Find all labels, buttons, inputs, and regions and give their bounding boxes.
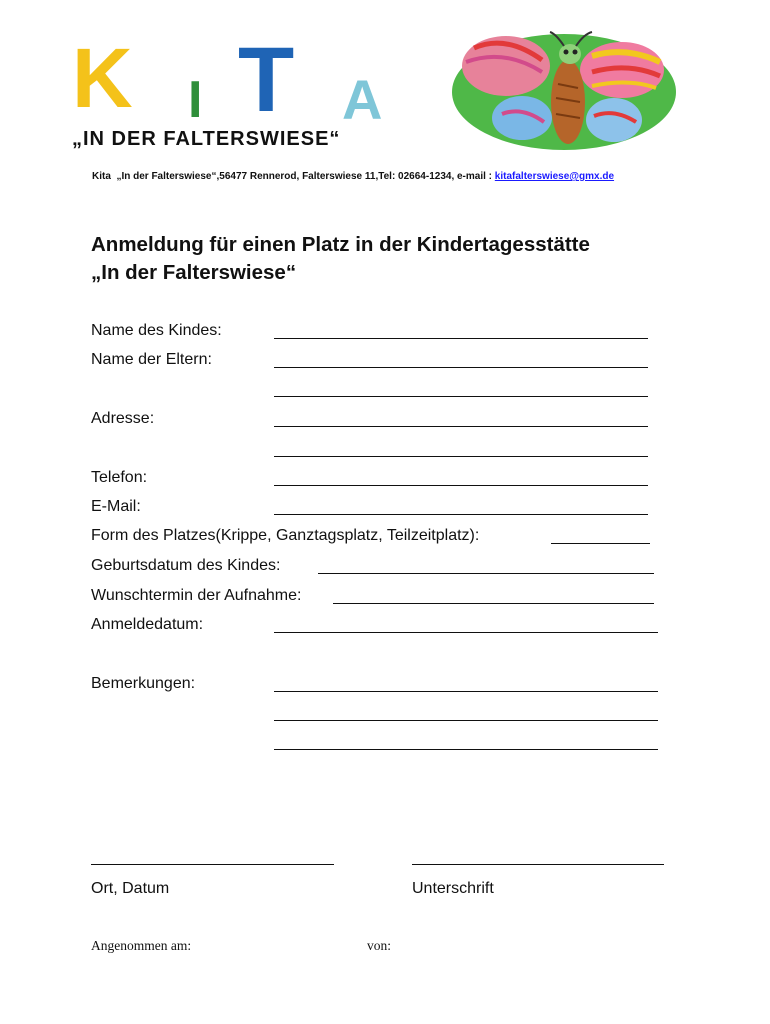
- email-label: E-Mail:: [91, 498, 141, 515]
- signature-field[interactable]: [412, 864, 664, 865]
- logo-letter-t: T: [238, 29, 295, 131]
- parents-name-label: Name der Eltern:: [91, 351, 212, 368]
- place-type-label: Form des Platzes(Krippe, Ganztagsplatz, Teilzeitplatz):: [91, 527, 480, 544]
- birth-date-label: Geburtsdatum des Kindes:: [91, 557, 281, 574]
- place-type-field[interactable]: [551, 543, 650, 544]
- logo-letter-k: K: [72, 31, 133, 125]
- child-name-field[interactable]: [274, 338, 648, 339]
- place-date-label: Ort, Datum: [91, 880, 170, 897]
- logo-letter-i: I: [188, 71, 203, 129]
- logo-subtitle: „IN DER FALTERSWIESE“: [72, 128, 341, 150]
- remarks-field-3[interactable]: [274, 749, 658, 750]
- form-title: [91, 231, 590, 287]
- parents-name-field-2[interactable]: [274, 396, 648, 397]
- desired-date-label: Wunschtermin der Aufnahme:: [91, 587, 302, 604]
- registration-date-field[interactable]: [274, 632, 658, 633]
- parents-name-field[interactable]: [274, 367, 648, 368]
- phone-label: Telefon:: [91, 469, 148, 486]
- place-date-field[interactable]: [91, 864, 334, 865]
- butterfly-painting-image: [446, 26, 680, 156]
- contact-header: [92, 171, 614, 182]
- address-label: Adresse:: [91, 410, 155, 427]
- address-field[interactable]: [274, 426, 648, 427]
- remarks-label: Bemerkungen:: [91, 675, 196, 692]
- birth-date-field[interactable]: [318, 573, 654, 574]
- accepted-by-label: von:: [367, 938, 392, 953]
- email-link[interactable]: kitafalterswiese@gmx.de: [494, 171, 615, 182]
- accepted-on-label: Angenommen am:: [91, 938, 192, 953]
- phone-field[interactable]: [274, 485, 648, 486]
- remarks-field-2[interactable]: [274, 720, 658, 721]
- form-title-line1: Anmeldung für einen Platz in der Kindertagesstätte: [91, 233, 590, 256]
- contact-text: Kita „In der Falterswiese“,56477 Rennerod, Falterswiese 11,Tel: 02664-1234, e-mail :: [92, 171, 495, 182]
- logo-letter-a: A: [342, 68, 383, 131]
- address-field-2[interactable]: [274, 456, 648, 457]
- signature-label: Unterschrift: [412, 880, 494, 897]
- registration-date-label: Anmeldedatum:: [91, 616, 204, 633]
- desired-date-field[interactable]: [333, 603, 654, 604]
- child-name-label: Name des Kindes:: [91, 322, 222, 339]
- form-title-line2: „In der Falterswiese“: [91, 261, 297, 284]
- email-field[interactable]: [274, 514, 648, 515]
- remarks-field[interactable]: [274, 691, 658, 692]
